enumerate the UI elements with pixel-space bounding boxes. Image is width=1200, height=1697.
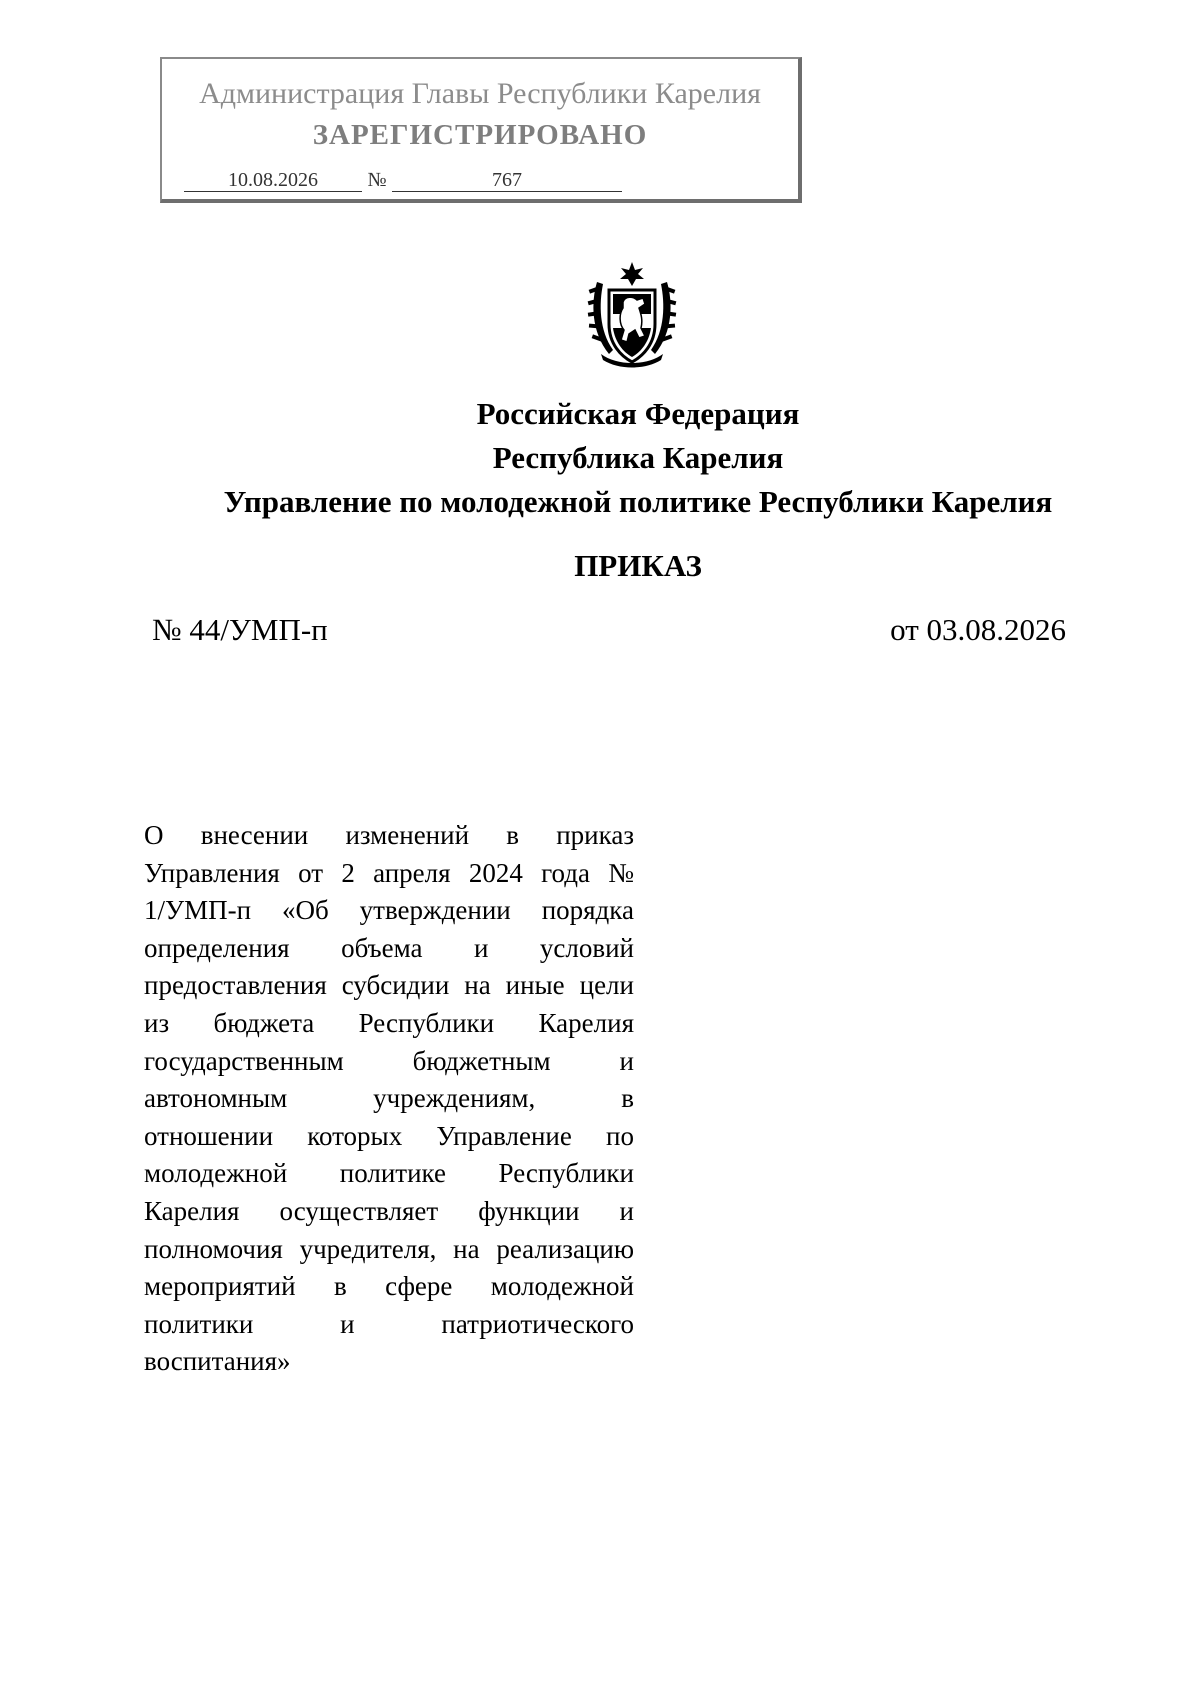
subject-line: полномочия учредителя, на реализацию <box>144 1233 634 1264</box>
subject-line: 1/УМП-п «Об утверждении порядка <box>144 895 634 926</box>
subject-line: О внесении изменений в приказ <box>144 820 634 850</box>
subject-line: предоставления субсидии на иные цели <box>144 970 634 1001</box>
stamp-date: 10.08.2026 <box>184 169 362 192</box>
subject-line: Карелия осуществляет функции и <box>144 1195 634 1226</box>
subject-line: определения объема и условий <box>144 932 634 963</box>
header-agency: Управление по молодежной политике Республики Карелия <box>223 484 1053 519</box>
subject-line: Управления от 2 апреля 2024 года № <box>144 857 634 888</box>
order-date: от 03.08.2026 <box>890 612 1066 647</box>
order-subject <box>144 817 634 1381</box>
subject-line: мероприятий в сфере молодежной <box>144 1271 634 1302</box>
subject-line: автономным учреждениям, в <box>144 1083 634 1114</box>
subject-line: государственным бюджетным и <box>144 1045 634 1076</box>
subject-line: отношении которых Управление по <box>144 1120 634 1151</box>
order-title: ПРИКАЗ <box>574 548 702 583</box>
stamp-authority: Администрация Главы Республики Карелия <box>199 77 761 110</box>
stamp-registered-label: ЗАРЕГИСТРИРОВАНО <box>312 119 648 151</box>
stamp-number-sign: № <box>367 169 387 191</box>
subject-line: политики и патриотического <box>144 1308 634 1339</box>
karelia-coat-of-arms-icon <box>587 262 677 368</box>
header-country: Российская Федерация <box>476 396 800 431</box>
subject-line: воспитания» <box>144 1346 291 1377</box>
stamp-number: 767 <box>392 169 622 192</box>
subject-line: молодежной политике Республики <box>144 1158 634 1189</box>
order-number: № 44/УМП-п <box>152 612 328 647</box>
subject-line: из бюджета Республики Карелия <box>144 1007 634 1038</box>
registration-stamp <box>160 57 802 203</box>
header-republic: Республика Карелия <box>492 440 784 475</box>
